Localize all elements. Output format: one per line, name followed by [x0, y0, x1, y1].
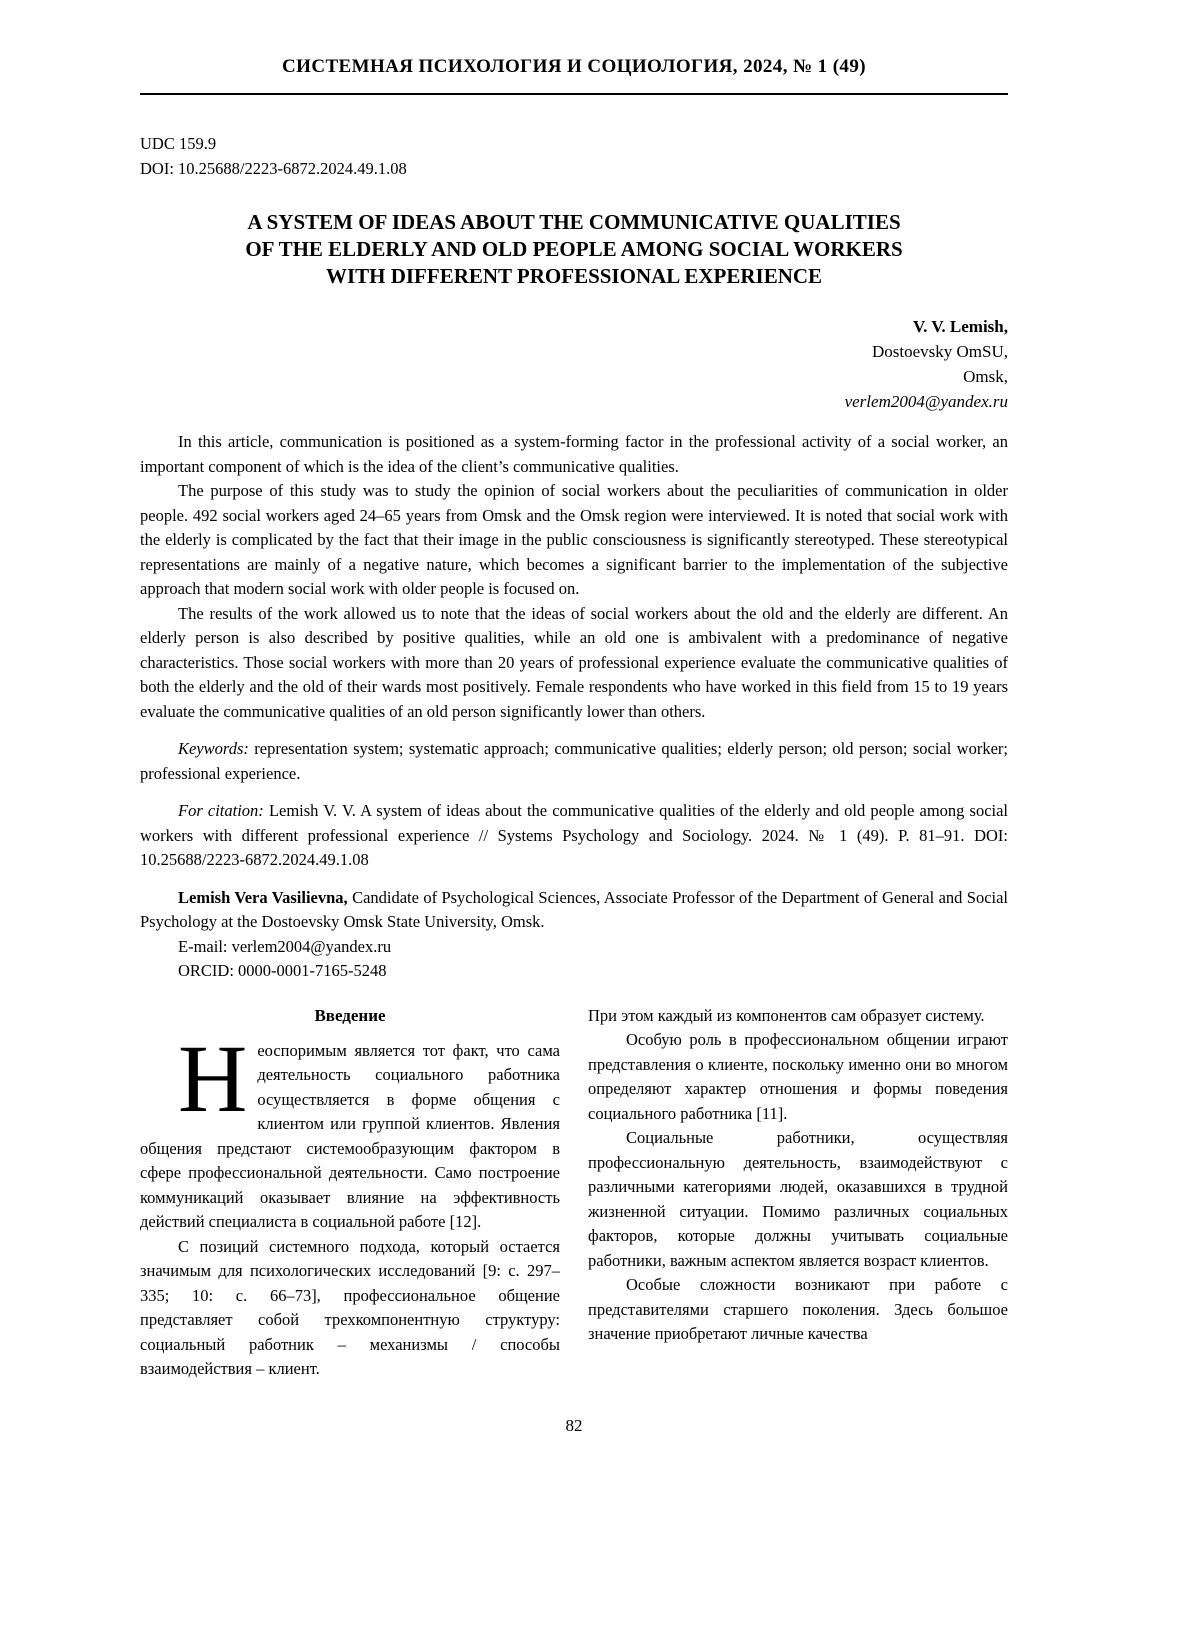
keywords-label: Keywords:	[178, 739, 249, 758]
right-column	[588, 1004, 1008, 1382]
body-paragraph: Социальные работники, осуществляя профессиональную деятельность, взаимодействуют с различными категориями людей, оказавшихся в трудной жизненной ситуации. Помимо различных социальных факторов, которые должны учитывать социальные работники, важным аспектом является возраст клиентов.	[588, 1128, 1008, 1270]
article-title-line-3: WITH DIFFERENT PROFESSIONAL EXPERIENCE	[325, 264, 823, 288]
author-email: verlem2004@yandex.ru	[844, 392, 1008, 411]
abstract-paragraph-3: The results of the work allowed us to note that the ideas of social workers about the old and the elderly are different. An elderly person is also described by positive qualities, while an old one is ambivalent with a predominance of negative characteristics. Those social workers with more than 20 years of professional experience evaluate the communicative qualities of both the elderly and the old of their wards most positively. Female respondents who have worked in this field from 15 to 19 years evaluate the communicative qualities of an old person significantly lower than others.	[140, 603, 1008, 721]
body-paragraph: Особые сложности возникают при работе с представителями старшего поколения. Здесь большое значение приобретают личные качества	[588, 1275, 1008, 1343]
author-affiliation: Dostoevsky OmSU,	[871, 342, 1008, 361]
author-orcid-line: ORCID: 0000-0001-7165-5248	[178, 961, 387, 980]
udc-line: UDC 159.9	[140, 134, 217, 153]
header-rule	[140, 93, 1008, 95]
author-block	[140, 314, 1008, 414]
abstract-paragraph-1: In this article, communication is positioned as a system-forming factor in the professional activity of a social worker, an important component of which is the idea of the client’s communicative qualities.	[140, 432, 1008, 476]
citation	[140, 799, 1008, 873]
page-number: 82	[565, 1415, 583, 1435]
journal-header	[140, 56, 1008, 95]
left-column	[140, 1004, 560, 1382]
body-paragraph-dropcap	[140, 1024, 560, 1235]
abstract-paragraph-2: The purpose of this study was to study the opinion of social workers about the peculiarities of communication in older people. 492 social workers aged 24–65 years from Omsk and the Omsk region were interviewed. It is noted that social work with the elderly is complicated by the fact that their image in the public consciousness is significantly stereotyped. These stereotypical representations are mainly of a negative nature, which becomes a significant barrier to the implementation of the subjective approach that modern social work with older people is focused on.	[140, 481, 1008, 598]
section-title-introduction: Введение	[314, 1005, 386, 1025]
author-bio-text: Candidate of Psychological Sciences, Associate Professor of the Department of General and Social Psychology at the Dostoevsky Omsk State University, Omsk.	[140, 887, 1009, 931]
author-info	[140, 886, 1008, 984]
article-title	[140, 209, 1008, 290]
article-meta	[140, 131, 1008, 181]
author-bio	[140, 886, 1008, 935]
abstract	[140, 430, 1008, 724]
doi-line: DOI: 10.25688/2223-6872.2024.49.1.08	[140, 159, 407, 178]
body-paragraph: Особую роль в профессиональном общении играют представления о клиенте, поскольку именно они во многом определяют характер отношения и формы поведения социального работника [11].	[588, 1030, 1008, 1123]
article-body-columns	[140, 1004, 1008, 1382]
body-paragraph: При этом каждый из компонентов сам образует систему.	[588, 1005, 985, 1025]
article-title-line-1: A SYSTEM OF IDEAS ABOUT THE COMMUNICATIVE QUALITIES	[247, 210, 901, 234]
body-paragraph: С позиций системного подхода, который остается значимым для психологических исследований [9: с. 297–335; 10: с. 66–73], профессиональное общение представляет собой трехкомпонентную структуру: социальный работник – механизмы / способы взаимодействия – клиент.	[140, 1236, 560, 1378]
body-paragraph-text: еоспоримым является тот факт, что сама деятельность социального работника осуществляется в форме общения с клиентом или группой клиентов. Явления общения предстают системообразующим фактором в сфере профессиональной деятельности. Само построение коммуникаций оказывает влияние на эффективность действий специалиста в социальной работе [12].	[140, 1040, 560, 1231]
author-email-line: E-mail: verlem2004@yandex.ru	[178, 936, 392, 956]
dropcap-letter: Н	[178, 1024, 248, 1132]
journal-title: СИСТЕМНАЯ ПСИХОЛОГИЯ И СОЦИОЛОГИЯ, 2024, № 1 (49)	[282, 56, 866, 77]
author-city: Omsk,	[963, 367, 1008, 386]
author-name: V. V. Lemish,	[913, 317, 1008, 336]
citation-text: Lemish V. V. A system of ideas about the communicative qualities of the elderly and old people among social workers with different professional experience // Systems Psychology and Sociology. 2024. № 1 (49). P. 81–91. DOI: 10.25688/2223-6872.2024.49.1.08	[140, 801, 1009, 869]
citation-label: For citation:	[178, 801, 264, 820]
article-title-line-2: OF THE ELDERLY AND OLD PEOPLE AMONG SOCIAL WORKERS	[245, 237, 903, 261]
keywords-text: representation system; systematic approach; communicative qualities; elderly person; old person; social worker; professional experience.	[140, 739, 1008, 783]
keywords	[140, 737, 1008, 786]
author-bio-name: Lemish Vera Vasilievna,	[178, 887, 348, 907]
